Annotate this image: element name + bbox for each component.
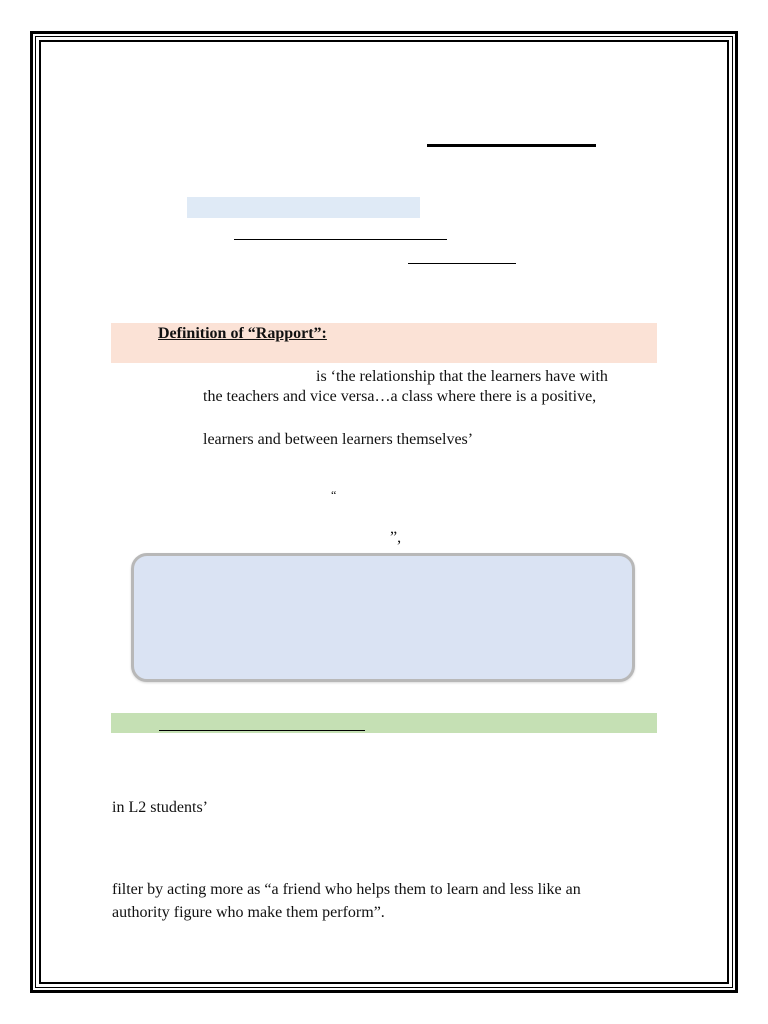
- body-line-students: in L2 students’: [112, 799, 208, 816]
- open-quote-mark: “: [331, 488, 337, 502]
- underline-short-2: [408, 263, 516, 264]
- page-border-inner: [39, 40, 729, 984]
- callout-box: [131, 553, 635, 682]
- definition-line-1: is ‘the relationship that the learners have with: [316, 368, 608, 385]
- definition-heading: Definition of “Rapport”:: [158, 325, 327, 342]
- definition-line-2: the teachers and vice versa…a class where there is a positive,: [203, 388, 597, 405]
- section-heading-underline: [159, 730, 365, 731]
- underline-short-1: [234, 239, 447, 240]
- body-paragraph-line-1: filter by acting more as “a friend who helps them to learn and less like an: [112, 881, 581, 898]
- body-paragraph-line-2: authority figure who make them perform”.: [112, 904, 385, 921]
- highlight-block-blue: [187, 197, 420, 218]
- title-underline: [427, 144, 596, 147]
- close-quote-mark: ”,: [390, 529, 402, 546]
- definition-line-3: learners and between learners themselves’: [203, 431, 474, 448]
